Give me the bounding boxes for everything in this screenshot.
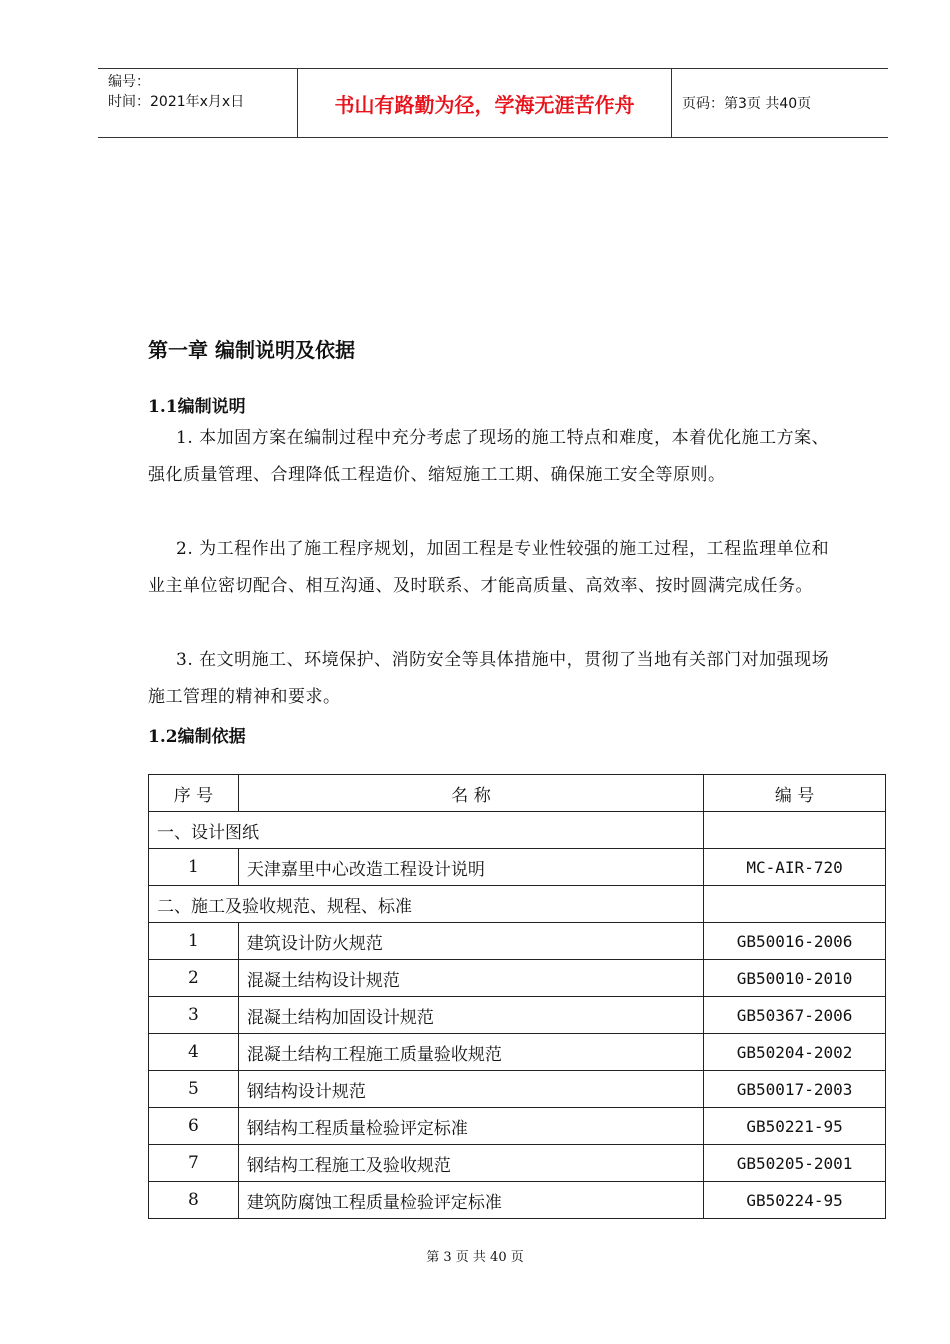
paragraph-3: 3. 在文明施工、环境保护、消防安全等具体措施中，贯彻了当地有关部门对加强现场施工管理的精神和要求。	[148, 650, 830, 707]
group-row	[149, 886, 886, 923]
table-row	[149, 1071, 886, 1108]
header-code: 编 号	[704, 775, 886, 812]
table-row	[149, 849, 886, 886]
row-code: GB50205-2001	[704, 1145, 886, 1182]
row-name: 混凝土结构工程施工质量验收规范	[238, 1034, 703, 1071]
row-name: 混凝土结构加固设计规范	[238, 997, 703, 1034]
section-title-1-2: 1.2编制依据	[148, 727, 246, 747]
header-name: 名 称	[238, 775, 703, 812]
row-code: GB50367-2006	[704, 997, 886, 1034]
row-name: 钢结构设计规范	[238, 1071, 703, 1108]
row-code: GB50010-2010	[704, 960, 886, 997]
row-index: 5	[149, 1071, 239, 1108]
page-header	[98, 68, 888, 138]
row-code: GB50017-2003	[704, 1071, 886, 1108]
table-header-row	[149, 775, 886, 812]
section-title-1-1: 1.1编制说明	[148, 397, 246, 417]
row-code: GB50224-95	[704, 1182, 886, 1219]
page-footer: 第 3 页 共 40 页	[426, 1250, 524, 1265]
row-code: MC-AIR-720	[704, 849, 886, 886]
group-code-empty	[704, 886, 886, 923]
basis-table	[148, 774, 886, 1219]
row-code: GB50016-2006	[704, 923, 886, 960]
header-index: 序 号	[149, 775, 239, 812]
row-name: 混凝土结构设计规范	[238, 960, 703, 997]
row-index: 8	[149, 1182, 239, 1219]
time-label: 时间：2021年x月x日	[108, 94, 245, 110]
header-meta	[98, 69, 298, 137]
table-row	[149, 923, 886, 960]
number-label: 编号：	[108, 74, 150, 90]
table-row	[149, 997, 886, 1034]
row-index: 2	[149, 960, 239, 997]
row-index: 4	[149, 1034, 239, 1071]
chapter-title: 第一章 编制说明及依据	[148, 338, 355, 362]
table-row	[149, 1182, 886, 1219]
group-row	[149, 812, 886, 849]
paragraph-1: 1. 本加固方案在编制过程中充分考虑了现场的施工特点和难度，本着优化施工方案、强化质量管理、合理降低工程造价、缩短施工工期、确保施工安全等原则。	[148, 428, 830, 485]
paragraph-2: 2. 为工程作出了施工程序规划，加固工程是专业性较强的施工过程，工程监理单位和业主单位密切配合、相互沟通、及时联系、才能高质量、高效率、按时圆满完成任务。	[148, 539, 830, 596]
row-code: GB50204-2002	[704, 1034, 886, 1071]
row-name: 钢结构工程施工及验收规范	[238, 1145, 703, 1182]
row-name: 建筑设计防火规范	[238, 923, 703, 960]
row-index: 7	[149, 1145, 239, 1182]
row-index: 3	[149, 997, 239, 1034]
table-row	[149, 1034, 886, 1071]
table-row	[149, 1108, 886, 1145]
header-page-info: 页码：第3页 共40页	[682, 96, 812, 112]
table-row	[149, 1145, 886, 1182]
table-row	[149, 960, 886, 997]
group-title: 一、设计图纸	[149, 812, 704, 849]
row-code: GB50221-95	[704, 1108, 886, 1145]
header-motto: 书山有路勤为径，学海无涯苦作舟	[298, 69, 672, 137]
row-name: 天津嘉里中心改造工程设计说明	[238, 849, 703, 886]
group-code-empty	[704, 812, 886, 849]
row-index: 1	[149, 923, 239, 960]
row-index: 1	[149, 849, 239, 886]
row-name: 钢结构工程质量检验评定标准	[238, 1108, 703, 1145]
group-title: 二、施工及验收规范、规程、标准	[149, 886, 704, 923]
row-index: 6	[149, 1108, 239, 1145]
row-name: 建筑防腐蚀工程质量检验评定标准	[238, 1182, 703, 1219]
